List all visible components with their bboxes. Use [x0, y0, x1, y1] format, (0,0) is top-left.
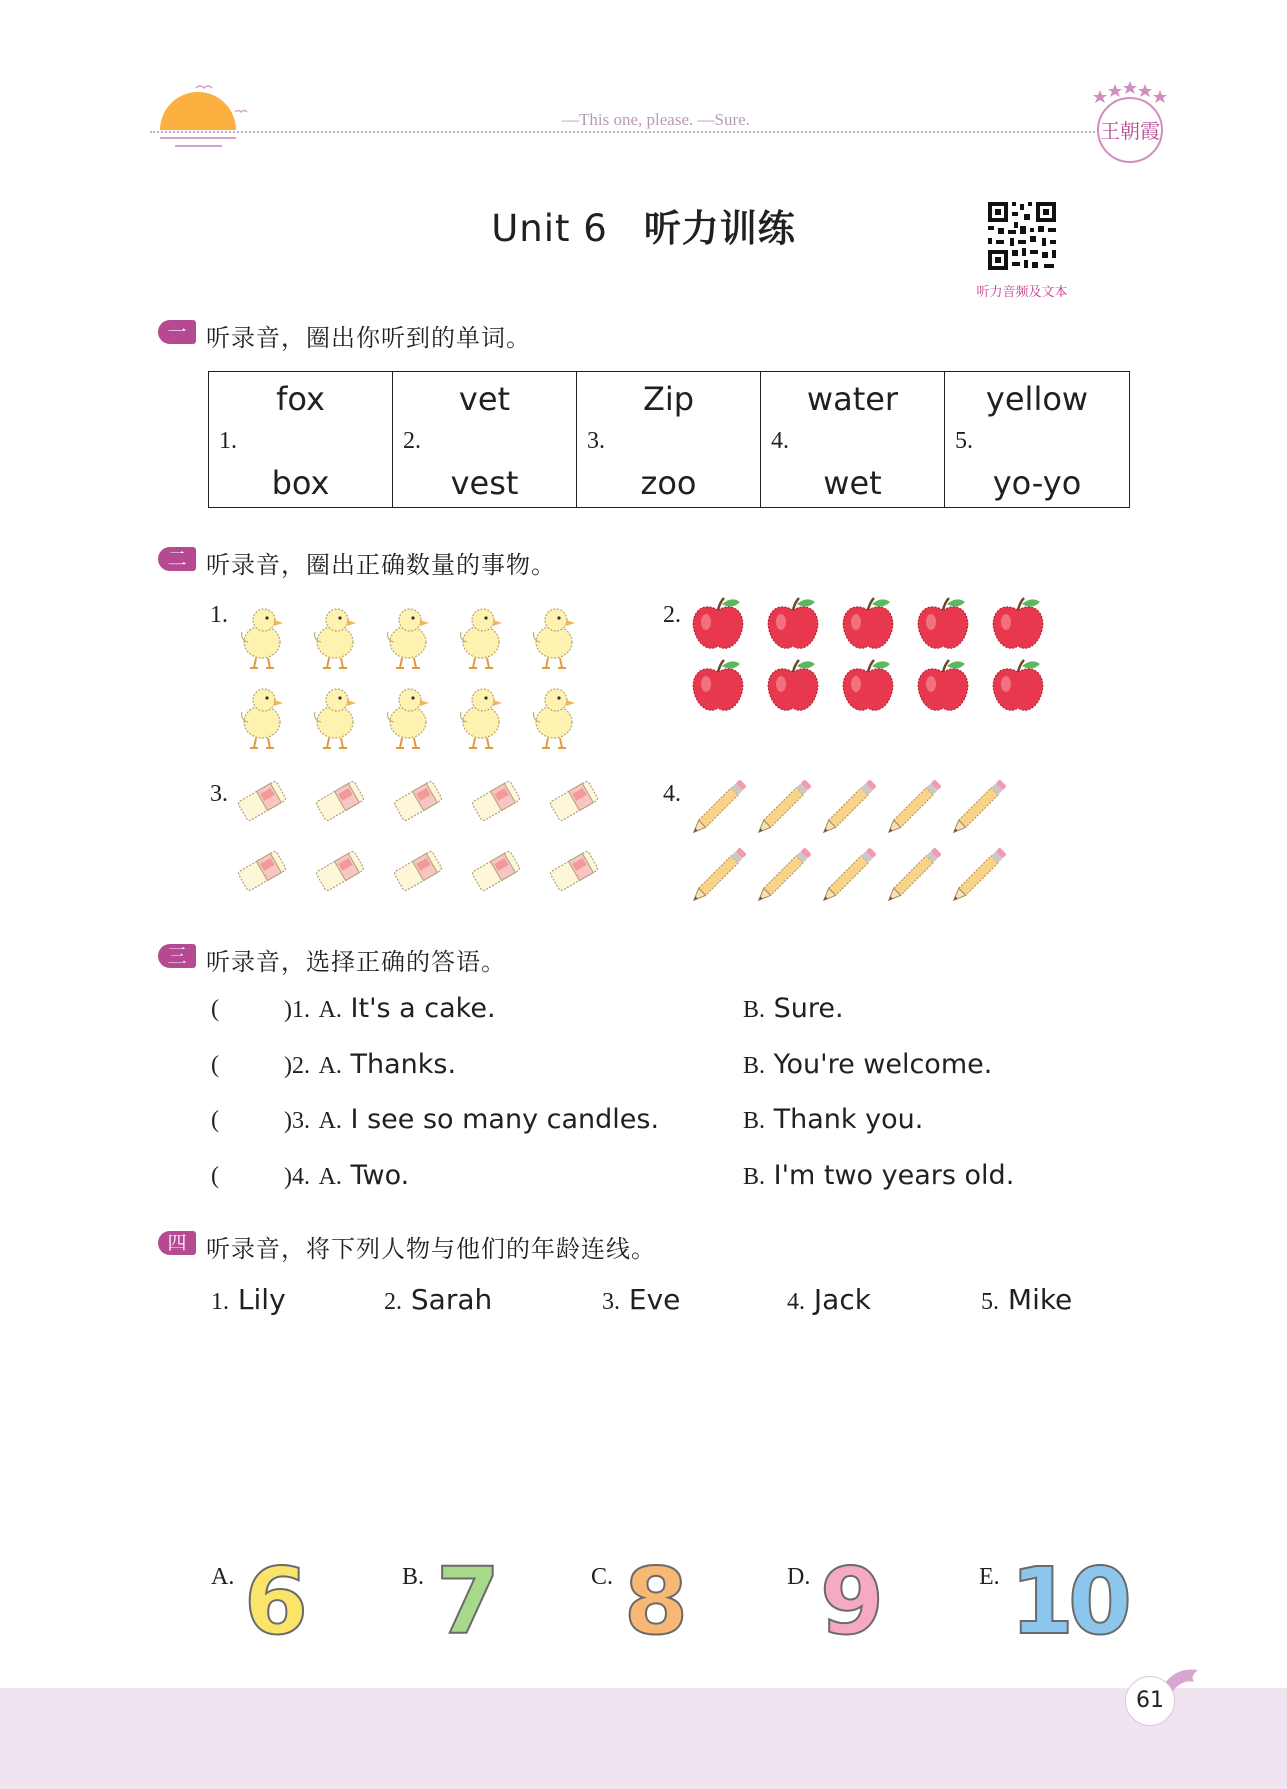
section-instruction: 听录音，选择正确的答语。: [206, 948, 506, 976]
word-pair-cell: [209, 372, 393, 507]
pencil-icon[interactable]: [690, 774, 754, 838]
option-label: B.: [743, 997, 766, 1023]
word-option[interactable]: water: [806, 380, 899, 418]
eraser-icon[interactable]: [388, 846, 448, 900]
option-b-text: I'm two years old.: [773, 1160, 1015, 1191]
item-number: 2.: [403, 428, 421, 454]
option-a-text: Thanks.: [350, 1049, 457, 1080]
pencil-icon[interactable]: [950, 774, 1014, 838]
pencil-icon[interactable]: [820, 842, 884, 906]
age-label: D.: [787, 1564, 811, 1590]
duck-icon[interactable]: [528, 600, 580, 676]
pencil-icon[interactable]: [820, 774, 884, 838]
eraser-icon[interactable]: [466, 846, 526, 900]
word-table: [208, 371, 1130, 508]
pencil-icon[interactable]: [885, 774, 949, 838]
apple-icon[interactable]: [765, 658, 821, 720]
answer-blank[interactable]: (: [211, 1052, 219, 1078]
eraser-icon[interactable]: [310, 846, 370, 900]
pencil-icon[interactable]: [885, 842, 949, 906]
page-number: 61: [1125, 1676, 1175, 1726]
age-number[interactable]: 10: [1010, 1548, 1127, 1655]
duck-icon[interactable]: [455, 600, 507, 676]
item-number: 4.: [771, 428, 789, 454]
option-b-text: Thank you.: [773, 1104, 924, 1135]
word-option[interactable]: fox: [276, 380, 325, 418]
qr-caption: 听力音频及文本: [976, 285, 1068, 300]
apple-icon[interactable]: [840, 658, 896, 720]
section-badge: 一: [158, 320, 196, 344]
duck-icon[interactable]: [455, 680, 507, 756]
apple-icon[interactable]: [690, 596, 746, 658]
section-instruction: 听录音，将下列人物与他们的年龄连线。: [206, 1235, 656, 1263]
group-number: 4.: [663, 781, 681, 807]
footer-band: [0, 1688, 1287, 1789]
section-instruction: 听录音，圈出正确数量的事物。: [206, 551, 556, 579]
duck-icon[interactable]: [309, 600, 361, 676]
age-label: E.: [979, 1564, 1000, 1590]
duck-icon[interactable]: [236, 600, 288, 676]
person-name[interactable]: 5. Mike: [981, 1283, 1073, 1316]
section-instruction: 听录音，圈出你听到的单词。: [206, 324, 531, 352]
apple-icon[interactable]: [915, 596, 971, 658]
pencil-icon[interactable]: [950, 842, 1014, 906]
apple-icon[interactable]: [690, 658, 746, 720]
option-a-text: I see so many candles.: [350, 1104, 660, 1135]
word-pair-cell: [393, 372, 577, 507]
answer-blank[interactable]: (: [211, 1163, 219, 1189]
apple-icon[interactable]: [915, 658, 971, 720]
pencil-icon[interactable]: [690, 842, 754, 906]
option-label: A.: [318, 997, 342, 1023]
word-option[interactable]: wet: [823, 464, 882, 502]
qr-code-icon: [982, 196, 1062, 276]
age-number[interactable]: 8: [624, 1548, 683, 1655]
duck-icon[interactable]: [382, 600, 434, 676]
eraser-icon[interactable]: [544, 846, 604, 900]
header-motto: —This one, please. —Sure.: [562, 110, 750, 129]
svg-text:王朝霞: 王朝霞: [1100, 119, 1160, 143]
section-badge: 四: [158, 1231, 196, 1255]
option-label: A.: [318, 1053, 342, 1079]
person-name[interactable]: 3. Eve: [602, 1283, 681, 1316]
word-pair-cell: [761, 372, 945, 507]
option-a-text: Two.: [350, 1160, 410, 1191]
pencil-icon[interactable]: [755, 774, 819, 838]
word-option[interactable]: Zip: [642, 380, 695, 418]
word-pair-cell: [945, 372, 1129, 507]
answer-blank[interactable]: (: [211, 1107, 219, 1133]
duck-icon[interactable]: [309, 680, 361, 756]
question-number: )2.: [284, 1053, 310, 1079]
question-number: )4.: [284, 1164, 310, 1190]
age-number[interactable]: 7: [436, 1548, 495, 1655]
pencil-icon[interactable]: [755, 842, 819, 906]
question-number: )1.: [284, 997, 310, 1023]
group-number: 2.: [663, 602, 681, 628]
section-badge: 三: [158, 944, 196, 968]
option-label: B.: [743, 1164, 766, 1190]
apple-icon[interactable]: [990, 596, 1046, 658]
answer-blank[interactable]: (: [211, 996, 219, 1022]
eraser-icon[interactable]: [466, 776, 526, 830]
option-a-text: It's a cake.: [350, 993, 496, 1024]
word-option[interactable]: yellow: [985, 380, 1089, 418]
word-option[interactable]: vet: [458, 380, 511, 418]
eraser-icon[interactable]: [544, 776, 604, 830]
option-label: A.: [318, 1164, 342, 1190]
sunset-icon: [150, 80, 260, 155]
option-label: A.: [318, 1108, 342, 1134]
item-number: 1.: [219, 428, 237, 454]
option-b-text: You're welcome.: [773, 1049, 993, 1080]
item-number: 3.: [587, 428, 605, 454]
person-name[interactable]: 1. Lily: [211, 1283, 286, 1316]
option-label: B.: [743, 1108, 766, 1134]
age-label: A.: [211, 1564, 235, 1590]
age-label: C.: [591, 1564, 614, 1590]
group-number: 3.: [210, 781, 228, 807]
age-number[interactable]: 6: [244, 1548, 303, 1655]
option-label: B.: [743, 1053, 766, 1079]
apple-icon[interactable]: [840, 596, 896, 658]
group-number: 1.: [210, 602, 228, 628]
duck-icon[interactable]: [382, 680, 434, 756]
word-pair-cell: [577, 372, 761, 507]
question-number: )3.: [284, 1108, 310, 1134]
option-b-text: Sure.: [773, 993, 844, 1024]
word-option[interactable]: vest: [450, 464, 519, 502]
apple-icon[interactable]: [765, 596, 821, 658]
publisher-logo: [1090, 78, 1170, 166]
eraser-icon[interactable]: [232, 846, 292, 900]
section-badge: 二: [158, 547, 196, 571]
duck-icon[interactable]: [528, 680, 580, 756]
person-name[interactable]: 2. Sarah: [384, 1283, 493, 1316]
word-option[interactable]: yo-yo: [992, 464, 1082, 502]
duck-icon[interactable]: [236, 680, 288, 756]
eraser-icon[interactable]: [388, 776, 448, 830]
eraser-icon[interactable]: [310, 776, 370, 830]
age-number[interactable]: 9: [820, 1548, 879, 1655]
header-divider: [150, 131, 1095, 133]
word-option[interactable]: box: [271, 464, 330, 502]
apple-icon[interactable]: [990, 658, 1046, 720]
item-number: 5.: [955, 428, 973, 454]
eraser-icon[interactable]: [232, 776, 292, 830]
person-name[interactable]: 4. Jack: [787, 1283, 871, 1316]
word-option[interactable]: zoo: [640, 464, 697, 502]
page-title: Unit 6 听力训练: [491, 207, 796, 250]
age-label: B.: [402, 1564, 425, 1590]
